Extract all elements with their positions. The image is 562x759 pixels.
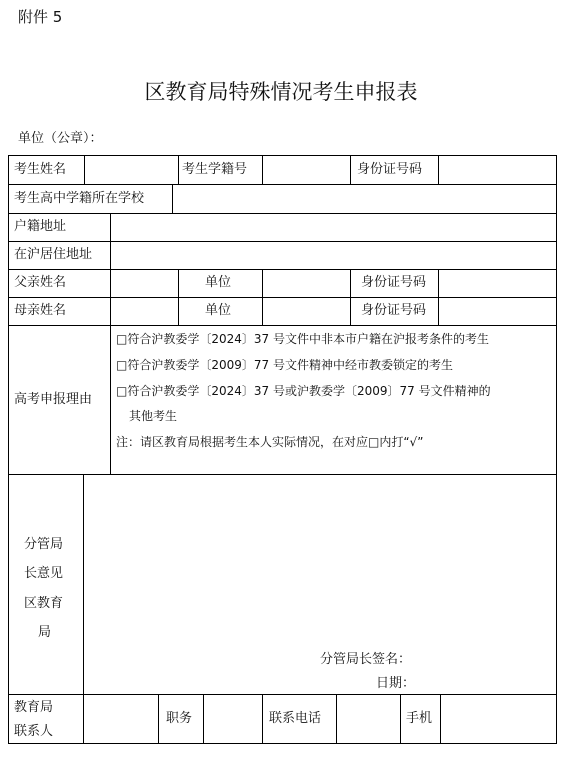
- col-divider: [438, 269, 439, 325]
- student-number-label: 考生学籍号: [182, 162, 248, 177]
- col-divider: [203, 694, 204, 744]
- father-id-label: 身份证号码: [361, 275, 427, 290]
- signature-label: 分管局长签名：: [320, 652, 412, 667]
- student-name-label: 考生姓名: [14, 162, 67, 177]
- contact-name-field[interactable]: [85, 696, 157, 742]
- opinion-label-line3: 区教育: [24, 596, 64, 611]
- mobile-label: 手机: [406, 711, 433, 726]
- mother-id-label: 身份证号码: [361, 303, 427, 318]
- row-divider: [8, 694, 556, 695]
- row-divider: [8, 297, 556, 298]
- table-border-top: [8, 155, 556, 156]
- mother-name-label: 母亲姓名: [14, 303, 67, 318]
- position-label: 职务: [166, 711, 193, 726]
- attachment-label: 附件 5: [18, 8, 63, 26]
- opinion-field[interactable]: [85, 476, 555, 646]
- father-name-field[interactable]: [112, 271, 177, 296]
- unit-seal-label: 单位（公章）：: [18, 131, 103, 146]
- opinion-label-line2: 长意见: [24, 566, 64, 581]
- row-divider: [8, 241, 556, 242]
- row-divider: [8, 269, 556, 270]
- father-unit-label: 单位: [205, 275, 232, 290]
- mother-id-field[interactable]: [440, 299, 555, 324]
- position-field[interactable]: [205, 696, 261, 742]
- col-divider: [440, 694, 441, 744]
- col-divider: [400, 694, 401, 744]
- col-divider: [262, 155, 263, 184]
- col-divider: [84, 155, 85, 184]
- mother-name-field[interactable]: [112, 299, 177, 324]
- col-divider: [172, 184, 173, 213]
- row-divider: [8, 213, 556, 214]
- col-divider: [350, 155, 351, 184]
- student-number-field[interactable]: [264, 157, 349, 183]
- household-address-label: 户籍地址: [14, 219, 67, 234]
- col-divider: [110, 213, 111, 474]
- col-divider: [336, 694, 337, 744]
- reason-option-2024-nonlocal[interactable]: □符合沪教委学〔2024〕37 号文件中非本市户籍在沪报考条件的考生: [116, 332, 489, 346]
- student-id-label: 身份证号码: [357, 162, 423, 177]
- reason-option-other-cont: 其他考生: [129, 409, 178, 423]
- table-border-bottom: [8, 743, 556, 744]
- row-divider: [8, 184, 556, 185]
- col-divider: [262, 694, 263, 744]
- school-field[interactable]: [174, 186, 555, 212]
- row-divider: [8, 325, 556, 326]
- opinion-label-line4: 局: [38, 625, 52, 640]
- reason-option-other[interactable]: □符合沪教委学〔2024〕37 号或沪教委学〔2009〕77 号文件精神的: [116, 384, 491, 398]
- student-name-field[interactable]: [86, 157, 177, 183]
- table-border-left: [8, 155, 9, 744]
- father-id-field[interactable]: [440, 271, 555, 296]
- mother-unit-field[interactable]: [264, 299, 349, 324]
- father-name-label: 父亲姓名: [14, 275, 67, 290]
- reason-option-2009-locked[interactable]: □符合沪教委学〔2009〕77 号文件精神中经市教委锁定的考生: [116, 358, 453, 372]
- reason-label: 高考申报理由: [14, 392, 93, 407]
- reason-note: 注：请区教育局根据考生本人实际情况，在对应□内打“√”: [116, 435, 424, 449]
- page-title: 区教育局特殊情况考生申报表: [144, 80, 418, 104]
- student-id-field[interactable]: [440, 157, 555, 183]
- col-divider: [178, 155, 179, 184]
- col-divider: [178, 269, 179, 325]
- table-border-right: [556, 155, 557, 744]
- col-divider: [262, 269, 263, 325]
- col-divider: [438, 155, 439, 184]
- contact-label-line2: 联系人: [14, 724, 54, 739]
- school-label: 考生高中学籍所在学校: [14, 191, 145, 206]
- household-address-field[interactable]: [112, 215, 555, 240]
- mother-unit-label: 单位: [205, 303, 232, 318]
- col-divider: [350, 269, 351, 325]
- phone-label: 联系电话: [269, 711, 322, 726]
- residence-address-label: 在沪居住地址: [14, 247, 93, 262]
- phone-field[interactable]: [338, 696, 399, 742]
- row-divider: [8, 474, 556, 475]
- date-label: 日期：: [376, 676, 416, 691]
- mobile-field[interactable]: [442, 696, 555, 742]
- col-divider: [158, 694, 159, 744]
- residence-address-field[interactable]: [112, 243, 555, 268]
- father-unit-field[interactable]: [264, 271, 349, 296]
- col-divider: [83, 474, 84, 744]
- opinion-label-line1: 分管局: [24, 537, 64, 552]
- contact-label-line1: 教育局: [14, 700, 54, 715]
